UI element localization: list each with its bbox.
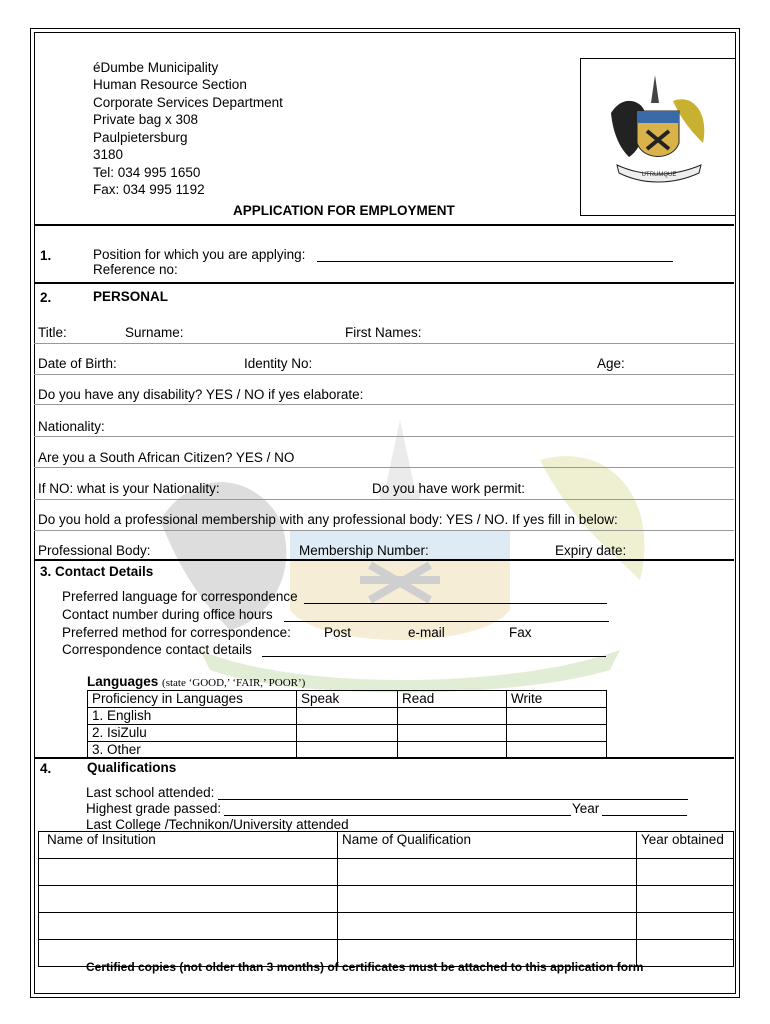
nationality-label: Nationality: — [38, 419, 105, 434]
field-line[interactable] — [34, 530, 734, 531]
first-names-label: First Names: — [345, 325, 422, 340]
field-line[interactable] — [34, 404, 734, 405]
field-line[interactable] — [34, 374, 734, 375]
languages-note: (state ‘GOOD,’ ‘FAIR,’ POOR’) — [162, 677, 306, 689]
table-header-cell: Proficiency in Languages — [88, 691, 297, 708]
municipal-crest-logo — [603, 73, 713, 193]
dob-label: Date of Birth: — [38, 356, 117, 371]
write-cell[interactable] — [507, 708, 607, 725]
field-line[interactable] — [34, 467, 734, 468]
disability-label: Do you have any disability? YES / NO if yes elaborate: — [38, 387, 364, 402]
divider — [34, 757, 734, 759]
contact-number-input-line[interactable] — [284, 621, 609, 622]
year-label: Year — [572, 801, 600, 816]
logo-motto-text: UTRUMQUE — [641, 172, 677, 178]
read-cell[interactable] — [398, 742, 507, 759]
logo-frame — [580, 58, 735, 216]
method-post-option[interactable]: Post — [324, 625, 352, 640]
highest-grade-input-line[interactable] — [224, 815, 571, 816]
table-row — [39, 886, 734, 913]
languages-heading — [87, 674, 305, 689]
form-title: APPLICATION FOR EMPLOYMENT — [233, 203, 455, 218]
language-name-cell: 1. English — [88, 708, 297, 725]
pref-language-input-line[interactable] — [304, 603, 607, 604]
divider — [34, 559, 734, 561]
address-line: Private bag x 308 — [93, 112, 199, 127]
table-header-row — [39, 832, 734, 859]
language-name-cell: 3. Other — [88, 742, 297, 759]
read-cell[interactable] — [398, 708, 507, 725]
address-line: Human Resource Section — [93, 77, 247, 92]
divider — [34, 282, 734, 284]
table-row — [88, 725, 607, 742]
address-line: Fax: 034 995 1192 — [93, 182, 205, 197]
membership-question: Do you hold a professional membership with any professional body: YES / NO. If yes fill in below: — [38, 512, 618, 527]
table-row — [88, 742, 607, 759]
professional-body-label: Professional Body: — [38, 543, 151, 558]
table-header-cell: Write — [507, 691, 607, 708]
position-input-line[interactable] — [317, 261, 673, 262]
contact-number-label: Contact number during office hours — [62, 607, 273, 622]
pref-language-label: Preferred language for correspondence — [62, 589, 298, 604]
year-input-line[interactable] — [602, 815, 687, 816]
section-3-heading: 3. Contact Details — [40, 564, 154, 579]
divider — [34, 224, 734, 226]
last-school-label: Last school attended: — [86, 785, 215, 800]
languages-label: Languages — [87, 674, 159, 689]
speak-cell[interactable] — [297, 725, 398, 742]
table-header-cell: Read — [398, 691, 507, 708]
table-header-row — [88, 691, 607, 708]
membership-number-label: Membership Number: — [299, 543, 429, 558]
method-email-option[interactable]: e-mail — [408, 625, 445, 640]
qualification-cell[interactable] — [338, 859, 637, 886]
languages-table — [87, 690, 607, 759]
year-obtained-cell[interactable] — [637, 886, 734, 913]
language-name-cell: 2. IsiZulu — [88, 725, 297, 742]
field-line[interactable] — [34, 436, 734, 437]
write-cell[interactable] — [507, 725, 607, 742]
last-college-label: Last College /Technikon/University attended — [86, 817, 349, 832]
speak-cell[interactable] — [297, 708, 398, 725]
surname-label: Surname: — [125, 325, 184, 340]
read-cell[interactable] — [398, 725, 507, 742]
title-label: Title: — [38, 325, 67, 340]
qualification-cell[interactable] — [338, 913, 637, 940]
address-line: Paulpietersburg — [93, 130, 188, 145]
table-header-cell: Speak — [297, 691, 398, 708]
section-2-heading: PERSONAL — [93, 289, 169, 304]
address-line: 3180 — [93, 147, 124, 162]
year-obtained-cell[interactable] — [637, 859, 734, 886]
qualification-cell[interactable] — [338, 886, 637, 913]
section-2-number: 2. — [40, 290, 52, 305]
table-header-cell: Year obtained — [637, 832, 734, 859]
address-line: Tel: 034 995 1650 — [93, 165, 201, 180]
last-school-input-line[interactable] — [218, 799, 688, 800]
institution-cell[interactable] — [39, 886, 338, 913]
citizen-label: Are you a South African Citizen? YES / NO — [38, 450, 295, 465]
speak-cell[interactable] — [297, 742, 398, 759]
expiry-date-label: Expiry date: — [555, 543, 627, 558]
corr-details-label: Correspondence contact details — [62, 642, 252, 657]
if-no-nationality-label: If NO: what is your Nationality: — [38, 481, 220, 496]
age-label: Age: — [597, 356, 625, 371]
field-line[interactable] — [34, 343, 734, 344]
year-obtained-cell[interactable] — [637, 913, 734, 940]
address-line: éDumbe Municipality — [93, 60, 219, 75]
method-fax-option[interactable]: Fax — [509, 625, 532, 640]
table-row — [39, 913, 734, 940]
position-label: Position for which you are applying: — [93, 247, 306, 262]
year-obtained-cell[interactable] — [637, 940, 734, 967]
id-number-label: Identity No: — [244, 356, 313, 371]
table-header-cell: Name of Qualification — [338, 832, 637, 859]
highest-grade-label: Highest grade passed: — [86, 801, 222, 816]
table-header-cell: Name of Insitution — [39, 832, 338, 859]
field-line[interactable] — [34, 499, 734, 500]
section-4-heading: Qualifications — [87, 760, 177, 775]
write-cell[interactable] — [507, 742, 607, 759]
institution-cell[interactable] — [39, 859, 338, 886]
table-row — [39, 859, 734, 886]
work-permit-label: Do you have work permit: — [372, 481, 526, 496]
reference-label: Reference no: — [93, 262, 178, 277]
certified-copies-note: Certified copies (not older than 3 months) of certificates must be attached to this application form — [86, 960, 644, 974]
pref-method-label: Preferred method for correspondence: — [62, 625, 291, 640]
section-1-number: 1. — [40, 248, 52, 263]
corr-details-input-line[interactable] — [262, 656, 606, 657]
institution-cell[interactable] — [39, 913, 338, 940]
section-4-number: 4. — [40, 761, 52, 776]
qualifications-table — [38, 831, 734, 967]
table-row — [88, 708, 607, 725]
address-line: Corporate Services Department — [93, 95, 283, 110]
